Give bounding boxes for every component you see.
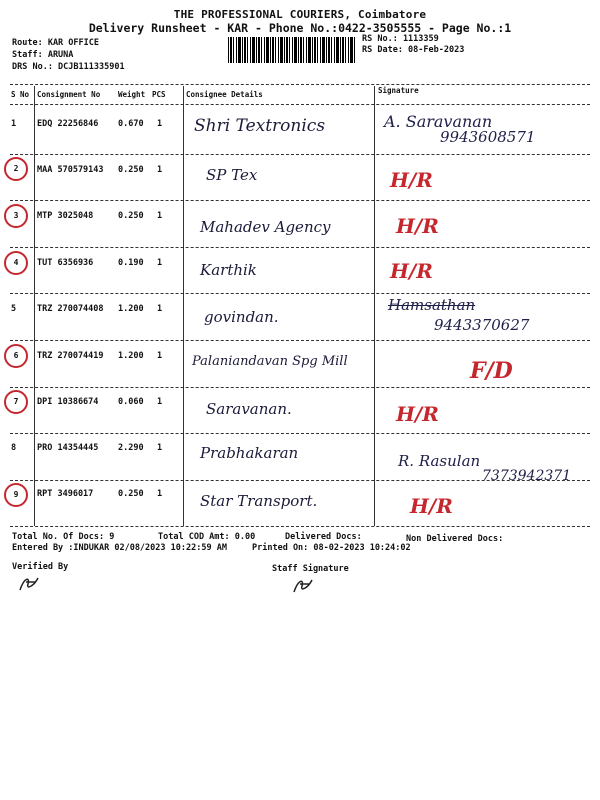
consignment-no: MAA 570579143 [37,165,104,175]
pcs: 1 [157,119,163,129]
receiver-phone: 9943608571 [440,128,536,146]
col-sno: S No [11,90,30,99]
status-mark: H/R [390,168,433,192]
pcs: 1 [157,258,163,268]
row-divider [10,433,590,434]
row-sno: 8 [11,443,17,453]
weight: 0.250 [118,165,144,175]
col-consignment: Consignment No [37,90,101,99]
staff-label: Staff: ARUNA [12,50,74,60]
printed-on: Printed On: 08-02-2023 10:24:02 [252,543,411,553]
weight: 0.250 [118,211,144,221]
barcode [228,37,356,63]
status-mark: H/R [396,214,439,238]
row-sno-circled: 9 [4,483,28,507]
receiver-phone: 9443370627 [434,316,530,334]
receiver-signature: A. Saravanan [384,112,493,131]
verifier-initials [16,572,42,594]
weight: 1.200 [118,351,144,361]
receiver-signature: R. Rasulan [398,452,481,470]
row-sno-circled: 6 [4,344,28,368]
pcs: 1 [157,489,163,499]
consignee-handwritten: Palaniandavan Spg Mill [192,354,348,369]
consignee-handwritten: Shri Textronics [194,116,326,136]
consignment-no: DPI 10386674 [37,397,99,407]
consignee-handwritten: SP Tex [206,166,258,184]
row-divider [10,293,590,294]
weight: 0.250 [118,489,144,499]
route-label: Route: KAR OFFICE [12,38,99,48]
row-divider [10,526,590,527]
document-subtitle: Delivery Runsheet - KAR - Phone No.:0422-3505555 - Page No.:1 [88,21,512,35]
pcs: 1 [157,304,163,314]
receiver-phone: 7373942371 [482,468,572,484]
row-divider [10,340,590,341]
total-cod: Total COD Amt: 0.00 [158,532,256,542]
column-rule [374,86,375,526]
status-mark: H/R [390,259,433,283]
consignee-handwritten: Mahadev Agency [200,218,331,236]
consignment-no: EDQ 22256846 [37,119,99,129]
verified-by-label: Verified By [12,562,69,572]
row-sno-circled: 7 [4,390,28,414]
consignee-handwritten: govindan. [204,308,279,326]
receiver-signature: Hamsathan [388,296,476,314]
total-docs: Total No. Of Docs: 9 [12,532,115,542]
column-rule [183,86,184,526]
consignee-handwritten: Karthik [200,261,257,279]
consignment-no: RPT 3496017 [37,489,94,499]
entered-by: Entered By :INDUKAR 02/08/2023 10:22:59 AM [12,543,227,553]
row-divider [10,154,590,155]
rs-number: RS No.: 1113359 [362,34,439,44]
consignee-handwritten: Prabhakaran [200,444,299,462]
consignee-handwritten: Saravanan. [206,400,292,418]
staff-initials [290,574,316,596]
staff-signature-label: Staff Signature [272,564,349,574]
consignment-no: MTP 3025048 [37,211,94,221]
header-divider-top [10,84,590,85]
pcs: 1 [157,397,163,407]
weight: 1.200 [118,304,144,314]
status-mark: H/R [396,402,439,426]
document-title: THE PROFESSIONAL COURIERS, Coimbatore [173,8,427,21]
consignment-no: TRZ 270074408 [37,304,104,314]
consignee-handwritten: Star Transport. [200,492,318,510]
drs-number: DRS No.: DCJB111335901 [12,62,125,72]
consignment-no: TRZ 270074419 [37,351,104,361]
status-mark: H/R [410,494,453,518]
pcs: 1 [157,165,163,175]
row-divider [10,387,590,388]
consignment-no: TUT 6356936 [37,258,94,268]
row-sno: 5 [11,304,17,314]
pcs: 1 [157,351,163,361]
pcs: 1 [157,211,163,221]
rs-date: RS Date: 08-Feb-2023 [362,45,465,55]
col-details: Consignee Details [186,90,263,99]
row-sno-circled: 4 [4,251,28,275]
column-rule [34,86,35,526]
row-divider [10,104,590,105]
row-sno-circled: 2 [4,157,28,181]
delivered-docs: Delivered Docs: [285,532,362,542]
pcs: 1 [157,443,163,453]
weight: 2.290 [118,443,144,453]
status-mark: F/D [470,358,513,384]
consignment-no: PRO 14354445 [37,443,99,453]
col-signature: Signature [378,86,419,95]
row-sno-circled: 3 [4,204,28,228]
weight: 0.190 [118,258,144,268]
row-divider [10,247,590,248]
col-weight: Weight [118,90,146,99]
col-pcs: PCS [152,90,166,99]
weight: 0.060 [118,397,144,407]
row-sno: 1 [11,119,17,129]
weight: 0.670 [118,119,144,129]
row-divider [10,200,590,201]
non-delivered-docs: Non Delivered Docs: [406,534,504,544]
